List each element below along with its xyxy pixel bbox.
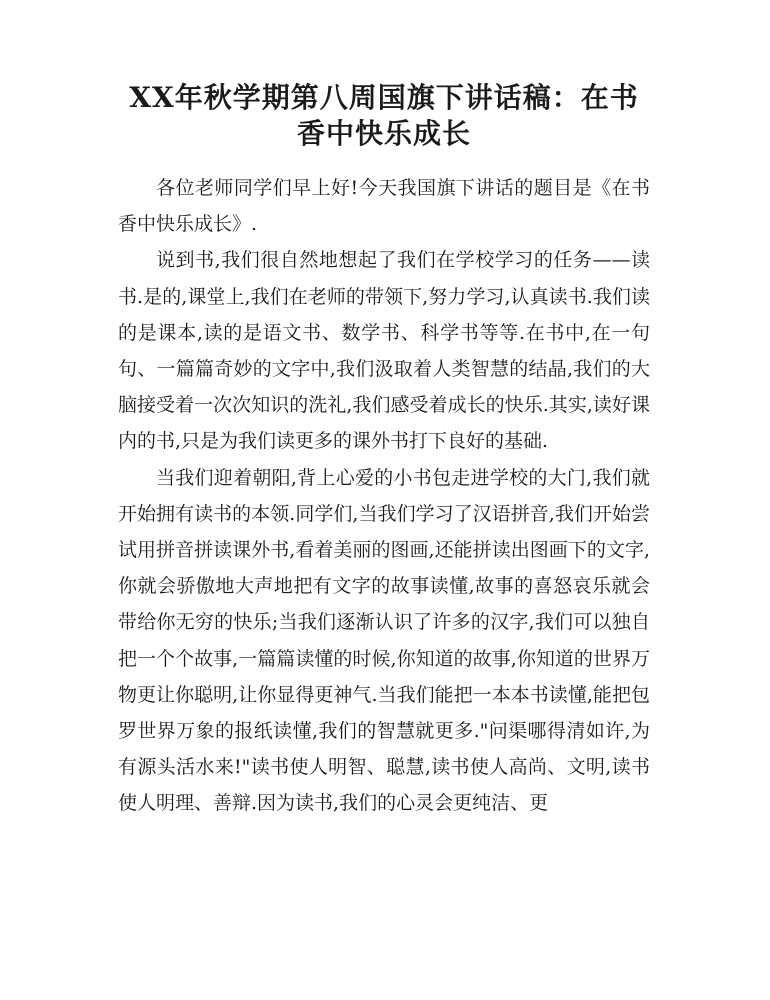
paragraph-greeting: 各位老师同学们早上好!今天我国旗下讲话的题目是《在书香中快乐成长》. [118,177,650,236]
paragraph-reading-task: 说到书,我们很自然地想起了我们在学校学习的任务——读书.是的,课堂上,我们在老师的带领下,努力学习,认真读书.我们读的是课本,读的是语文书、数学书、科学书等等.在书中,在一句句、一篇篇奇妙的文字中,我们汲取着人类智慧的结晶,我们的大脑接受着一次次知识的洗礼,我们感受着成长的快乐.其实,读好课内的书,只是为我们读更多的课外书打下良好的基础. [118,249,650,453]
paragraph-growing-up: 当我们迎着朝阳,背上心爱的小书包走进学校的大门,我们就开始拥有读书的本领.同学们,当我们学习了汉语拼音,我们开始尝试用拼音拼读课外书,看着美丽的图画,还能拼读出图画下的文字,你就会骄傲地大声地把有文字的故事读懂,故事的喜怒哀乐就会带给你无穷的快乐;当我们逐渐认识了许多的汉字,我们可以独自把一个个故事,一篇篇读懂的时候,你知道的故事,你知道的世界万物更让你聪明,让你显得更神气.当我们能把一本本书读懂,能把包罗世界万象的报纸读懂,我们的智慧就更多."问渠哪得清如许,为有源头活水来!"读书使人明智、聪慧,读书使人高尚、文明,读书使人明理、善辩.因为读书,我们的心灵会更纯洁、更 [118,466,650,815]
title-line-1: XX年秋学期第八周国旗下讲话稿：在书 [129,81,639,114]
document-body [118,170,650,822]
document-title [118,80,650,152]
title-line-2: 香中快乐成长 [296,117,471,150]
